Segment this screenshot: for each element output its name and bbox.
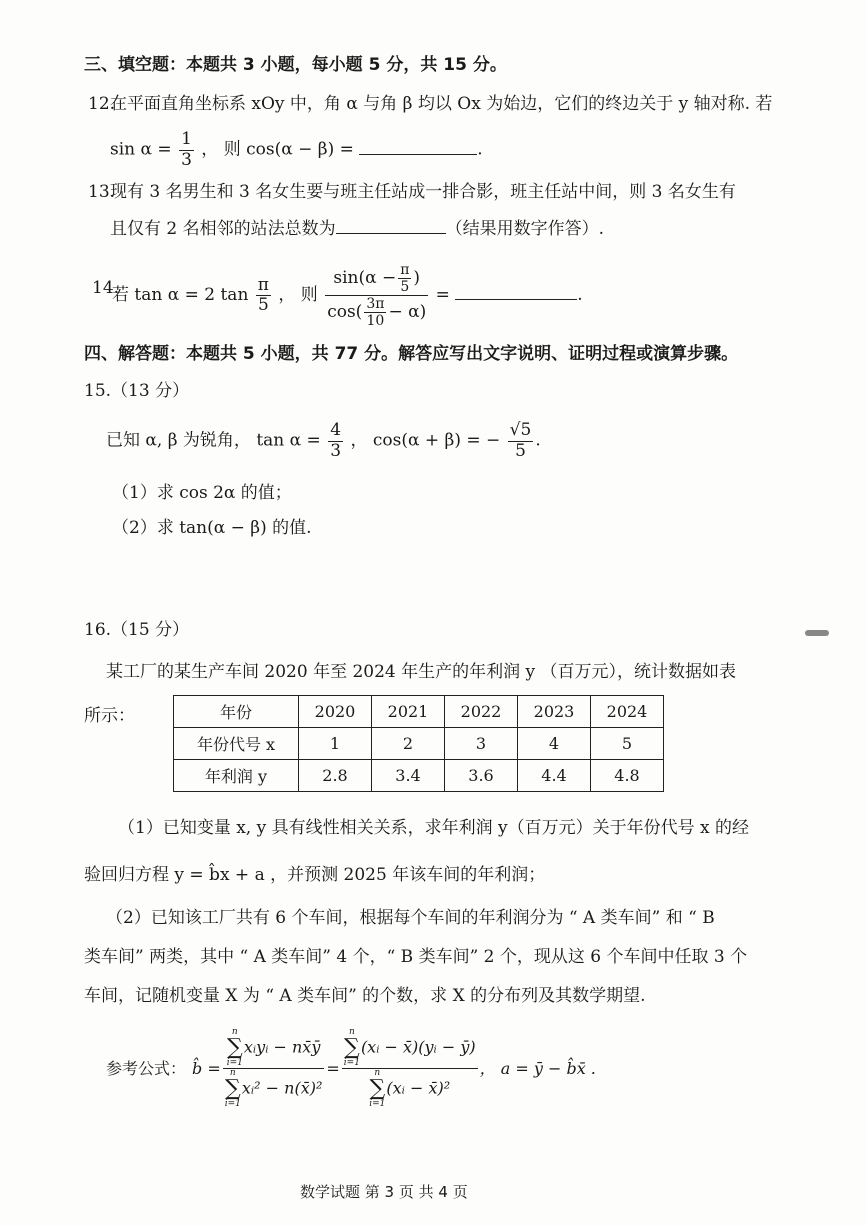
- table-cell: 3: [445, 728, 518, 760]
- q14-mid: ， 则: [278, 285, 318, 306]
- sum-sign: n ∑ i=1: [369, 1068, 386, 1109]
- table-cell: 2022: [445, 696, 518, 728]
- data-table: [173, 695, 664, 792]
- formula-fraction-1: [223, 1028, 325, 1109]
- q13-line2-a: 且仅有 2 名相邻的站法总数为: [110, 218, 336, 239]
- q15-tan-fraction: [328, 421, 343, 461]
- q14-pre: 若 tan α = 2 tan: [112, 285, 249, 306]
- q14-main-den: [325, 296, 428, 329]
- q12-lhs: sin α =: [110, 139, 172, 160]
- q15-part2: （2）求 tan(α − β) 的值.: [112, 518, 312, 538]
- q13-number: 13.: [88, 182, 116, 202]
- q14-den-expr: cos(: [327, 302, 363, 323]
- q14-main-fraction: [325, 262, 428, 329]
- q13-line2: [110, 215, 604, 239]
- q15-tan-den: 3: [330, 440, 342, 461]
- table-cell: 4: [518, 728, 591, 760]
- q14-den-10: 10: [366, 313, 385, 330]
- table-cell: 5: [591, 728, 664, 760]
- table-cell: 年份代号 x: [174, 728, 299, 760]
- q14-num-five: 5: [400, 279, 410, 296]
- q14-main-num: [325, 262, 428, 296]
- q16-part1-line1: （1）已知变量 x, y 具有线性相关关系，求年利润 y（百万元）关于年份代号 x 的经: [118, 818, 750, 838]
- formula-den-2: n ∑ i=1 (xᵢ − x̄)²: [369, 1068, 451, 1109]
- table-cell: 1: [299, 728, 372, 760]
- sum-sign: n ∑ i=1: [224, 1068, 241, 1109]
- formula-fraction-2: [342, 1028, 478, 1109]
- table-cell: 2021: [372, 696, 445, 728]
- formula-num-1: n ∑ i=1 xᵢyᵢ − nx̄ȳ: [223, 1028, 325, 1069]
- q14-pi-fraction: [256, 276, 271, 316]
- table-cell: 年份: [174, 696, 299, 728]
- q12-line2: [110, 130, 483, 170]
- q16-part2-line3: 车间，记随机变量 X 为 “ A 类车间” 的个数，求 X 的分布列及其数学期望.: [84, 986, 646, 1006]
- table-row: [174, 728, 664, 760]
- q13-line2-b: （结果用数字作答）.: [445, 218, 605, 239]
- scan-mark: [805, 630, 829, 636]
- formula-label: 参考公式：: [106, 1058, 187, 1078]
- q16-intro2: 所示：: [84, 706, 135, 726]
- table-row: [174, 760, 664, 792]
- q16-header: [84, 620, 189, 640]
- q14-num-pi: π: [400, 262, 410, 278]
- q15-cos-lhs: ， cos(α + β) = −: [350, 430, 501, 451]
- sum-sign: n ∑ i=1: [343, 1027, 360, 1068]
- page-footer: 数学试题 第 3 页 共 4 页: [300, 1183, 468, 1201]
- q14-pi-den: 5: [257, 295, 269, 316]
- table-cell: 2.8: [299, 760, 372, 792]
- q16-score: （15 分）: [111, 620, 190, 640]
- q12-line1: 在平面直角坐标系 xOy 中，角 α 与角 β 均以 Ox 为始边，它们的终边关于 y 轴对称. 若: [110, 94, 773, 114]
- formula-tail: ， a = ȳ − b̂x̄ .: [479, 1058, 596, 1078]
- q12-fraction: [179, 130, 194, 170]
- q15-score: （13 分）: [111, 381, 190, 401]
- table-cell: 2024: [591, 696, 664, 728]
- table-cell: 4.8: [591, 760, 664, 792]
- q16-number: 16.: [84, 620, 112, 640]
- q15-part1: （1）求 cos 2α 的值；: [112, 483, 292, 503]
- q14-answer-blank[interactable]: [455, 281, 577, 300]
- q14-num-pi5: [398, 262, 411, 295]
- q14-den-3pi10: [364, 296, 386, 329]
- q15-cos-fraction: [508, 421, 534, 461]
- q12-frac-num: 1: [181, 129, 192, 149]
- q13-answer-blank[interactable]: [336, 215, 446, 234]
- q15-end: .: [535, 430, 541, 451]
- table-cell: 2020: [299, 696, 372, 728]
- section-4-header: 四、解答题：本题共 5 小题，共 77 分。解答应写出文字说明、证明过程或演算步骤。: [84, 344, 739, 364]
- q15-cos-num: √5: [509, 420, 532, 440]
- q15-given-a: 已知 α, β 为锐角，: [106, 430, 251, 451]
- q12-answer-blank[interactable]: [359, 136, 477, 155]
- q12-frac-den: 3: [181, 149, 192, 170]
- q14-equals: =: [435, 285, 450, 306]
- q16-intro: 某工厂的某生产车间 2020 年至 2024 年生产的年利润 y （百万元），统计数据如表: [106, 662, 737, 682]
- q16-part2-line2: 类车间” 两类，其中 “ A 类车间” 4 个，“ B 类车间” 2 个，现从这 6 个车间中任取 3 个: [84, 947, 748, 967]
- formula-den-1: n ∑ i=1 xᵢ² − n(x̄)²: [224, 1068, 323, 1109]
- q13-line1: 现有 3 名男生和 3 名女生要与班主任站成一排合影，班主任站中间，则 3 名女生有: [110, 182, 736, 202]
- q14-num-close: ): [413, 268, 421, 289]
- q14-end: .: [577, 285, 583, 306]
- q15-tan-num: 4: [330, 420, 342, 440]
- q14-num-expr: sin(α −: [333, 268, 397, 289]
- q16-part2-line1: （2）已知该工厂共有 6 个车间，根据每个车间的年利润分为 “ A 类车间” 和 “ B: [106, 908, 715, 928]
- table-cell: 4.4: [518, 760, 591, 792]
- q14-den-3pi: 3π: [366, 296, 385, 313]
- q12-end: .: [477, 139, 483, 160]
- sum-sign: n ∑ i=1: [226, 1027, 243, 1068]
- table-cell: 2023: [518, 696, 591, 728]
- table-cell: 2: [372, 728, 445, 760]
- q16-part1-line2: 验回归方程 y = b̂x + a ，并预测 2025 年该车间的年利润；: [84, 865, 546, 885]
- q14-den-close: − α): [388, 302, 427, 323]
- q14-number: 14.: [92, 278, 120, 298]
- q15-given: [106, 421, 541, 461]
- table-cell: 3.6: [445, 760, 518, 792]
- q12-number: 12.: [88, 94, 116, 114]
- q14-body: [112, 262, 583, 329]
- table-row: [174, 696, 664, 728]
- formula-equals: =: [326, 1058, 340, 1078]
- table-cell: 年利润 y: [174, 760, 299, 792]
- reference-formula: [106, 1028, 596, 1109]
- formula-num-2: n ∑ i=1 (xᵢ − x̄)(yᵢ − ȳ): [343, 1027, 476, 1068]
- q15-number: 15.: [84, 381, 112, 401]
- q15-cos-den: 5: [515, 440, 526, 461]
- q15-header: [84, 381, 189, 401]
- q15-tan-lhs: tan α =: [256, 430, 321, 451]
- q12-mid: ， 则 cos(α − β) =: [201, 139, 354, 160]
- q14-pi-num: π: [257, 274, 269, 295]
- formula-bhat: b̂ =: [192, 1058, 221, 1078]
- section-3-header: 三、填空题：本题共 3 小题，每小题 5 分，共 15 分。: [84, 55, 507, 75]
- table-cell: 3.4: [372, 760, 445, 792]
